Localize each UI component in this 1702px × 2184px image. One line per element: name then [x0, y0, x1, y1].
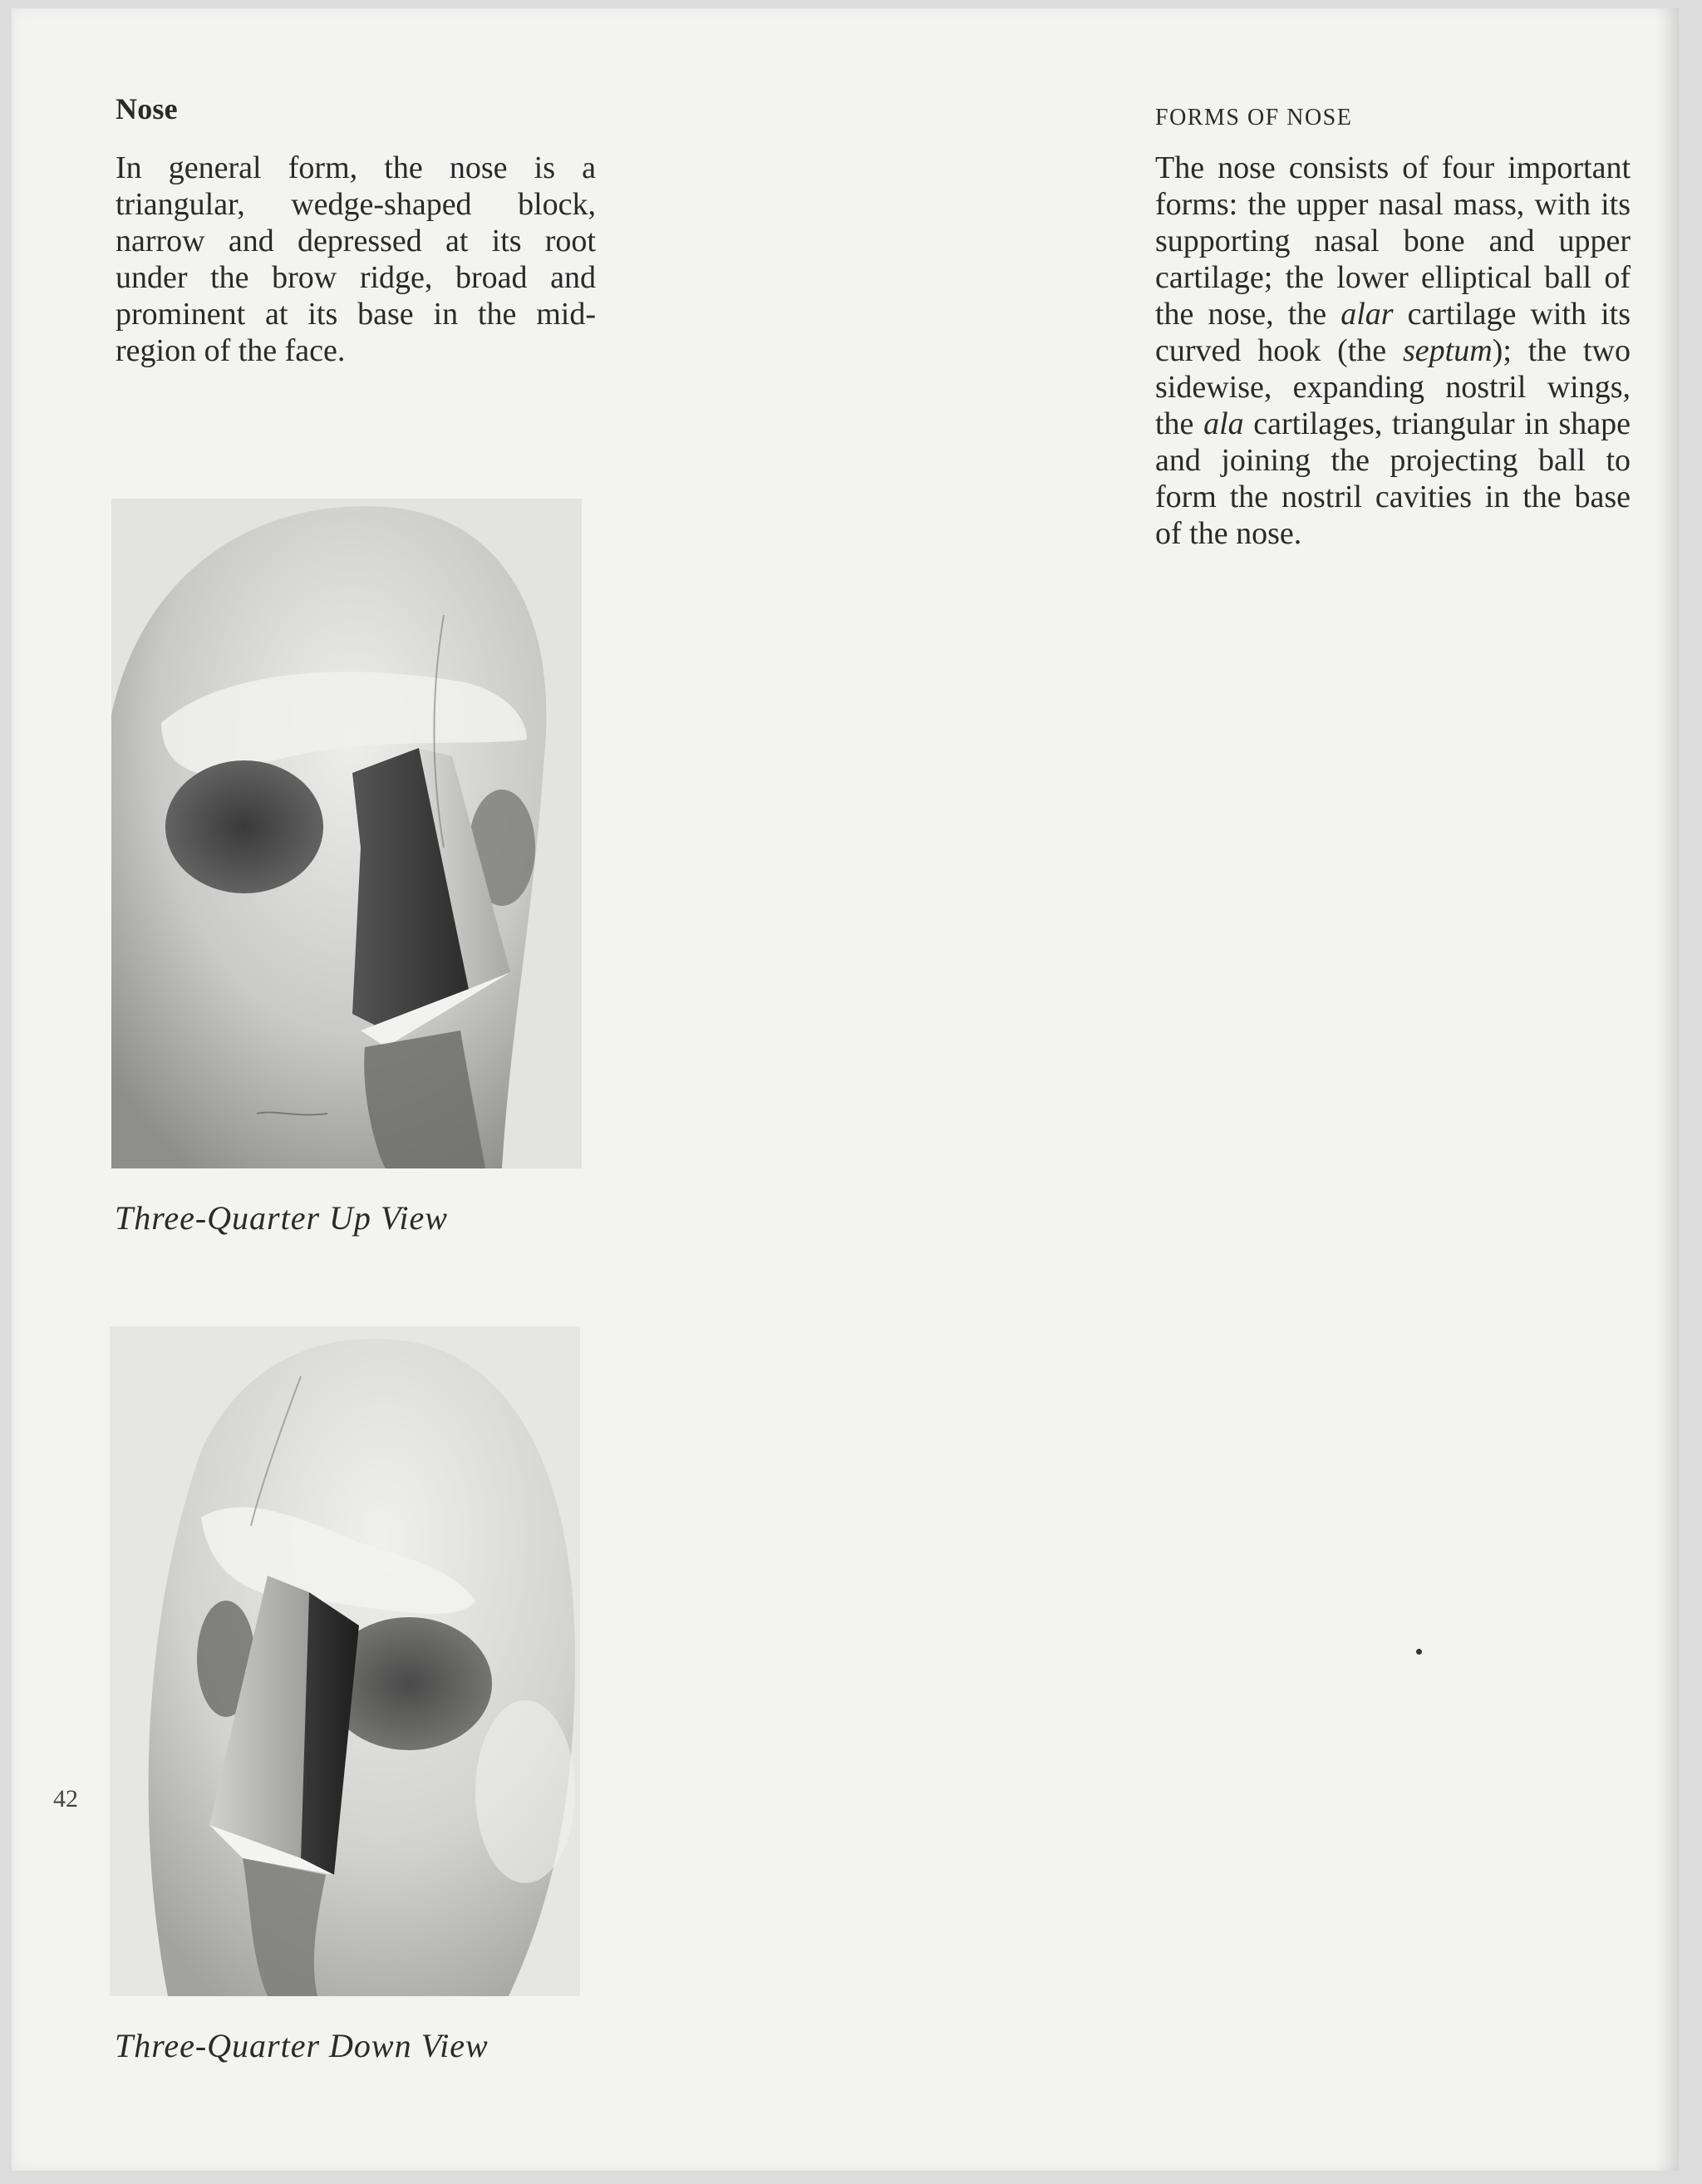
- intro-paragraph: In general form, the nose is a triangular, wedge-shaped block, narrow and depressed at its root under the brow ridge, broad and prominent at its base in the mid-region of the face.: [116, 150, 596, 368]
- term-ala: ala: [1203, 406, 1244, 441]
- page-number: 42: [53, 1785, 78, 1813]
- book-page: [12, 8, 1679, 2171]
- forms-of-nose-paragraph: [1155, 150, 1631, 552]
- figure-caption-up: Three-Quarter Up View: [115, 1199, 448, 1237]
- print-speck: [1416, 1649, 1422, 1655]
- term-alar: alar: [1340, 297, 1394, 332]
- paragraph-text: cartilage with its curved hook (the: [1155, 297, 1631, 368]
- three-quarter-down-view-illustration: [110, 1326, 580, 1996]
- section-title: FORMS OF NOSE: [1155, 105, 1353, 130]
- page-edge-shadow: [1655, 8, 1679, 2171]
- figure-caption-down: Three-Quarter Down View: [115, 2027, 489, 2064]
- term-septum: septum: [1403, 333, 1493, 368]
- page-heading: Nose: [116, 92, 178, 125]
- paragraph-text: cartilages, triangular in shape and joining the projecting ball to form the nostril cavities in the base of the nose.: [1155, 406, 1631, 551]
- paragraph-text: The nose consists of four important forms: the upper nasal mass, with its supporting nasal bone and upper cartilage; the lower elliptical ball of the nose, the: [1155, 150, 1631, 332]
- three-quarter-up-view-illustration: [111, 499, 582, 1168]
- paragraph-text: ); the two sidewise, expanding nostril wings, the: [1155, 333, 1631, 441]
